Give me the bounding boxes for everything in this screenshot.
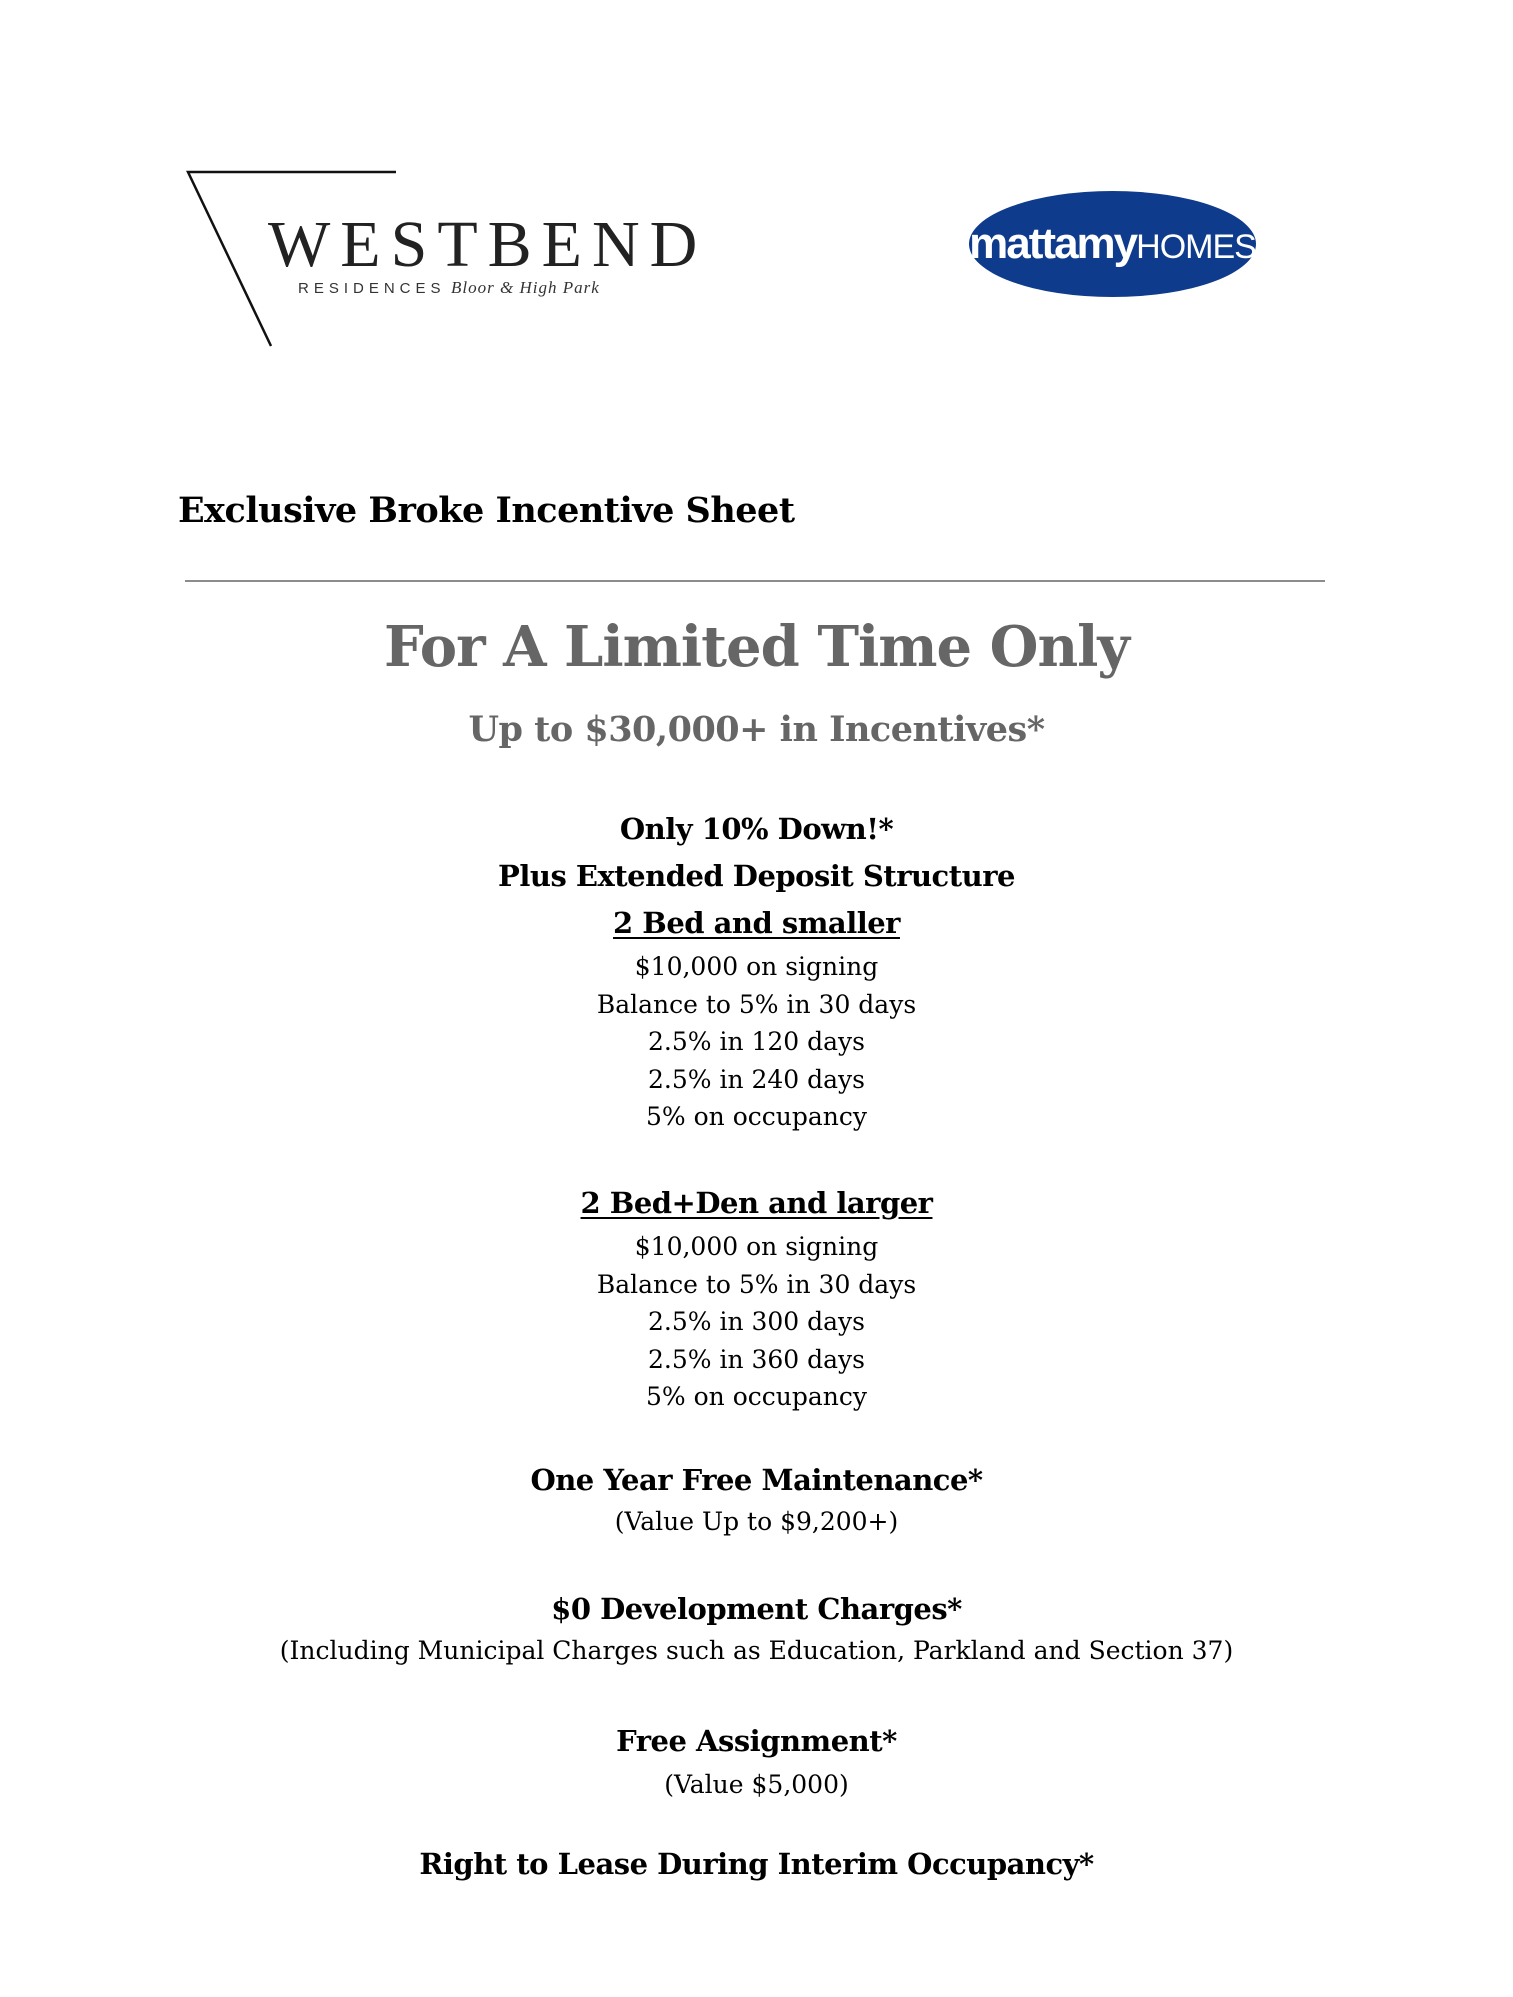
deposit-structure-title: Plus Extended Deposit Structure <box>498 859 1015 893</box>
tier-lines-small <box>0 948 1513 1136</box>
tier-lines-large <box>0 1228 1513 1416</box>
development-note: (Including Municipal Charges such as Education, Parkland and Section 37) <box>279 1636 1234 1665</box>
sheet-title: Exclusive Broke Incentive Sheet <box>178 490 795 531</box>
subheadline: Up to $30,000+ in Incentives* <box>468 709 1045 750</box>
tier-heading-small: 2 Bed and smaller <box>613 906 900 940</box>
tier-line: Balance to 5% in 30 days <box>596 1269 917 1299</box>
lease-title: Right to Lease During Interim Occupancy* <box>419 1847 1094 1881</box>
tier-line: $10,000 on signing <box>634 1232 879 1261</box>
westbend-location: Bloor & High Park <box>451 278 600 297</box>
development-title: $0 Development Charges* <box>551 1592 962 1626</box>
westbend-wordmark: WESTBEND <box>268 208 708 281</box>
mattamy-wordmark: mattamyHOMES <box>969 219 1256 268</box>
divider <box>185 580 1325 582</box>
maintenance-note: (Value Up to $9,200+) <box>614 1507 899 1536</box>
tier-line: 2.5% in 120 days <box>647 1027 866 1056</box>
tier-line: 2.5% in 360 days <box>647 1344 866 1374</box>
maintenance-title: One Year Free Maintenance* <box>530 1463 983 1497</box>
tier-line: 5% on occupancy <box>646 1382 867 1411</box>
down-payment-title: Only 10% Down!* <box>619 812 894 846</box>
mattamy-homes-logo <box>969 191 1256 297</box>
westbend-residences: RESIDENCES <box>298 280 446 297</box>
assignment-title: Free Assignment* <box>616 1724 897 1758</box>
westbend-logo <box>186 170 708 350</box>
tier-line: 5% on occupancy <box>646 1102 867 1131</box>
tier-line: 2.5% in 240 days <box>647 1064 866 1094</box>
tier-line: $10,000 on signing <box>634 952 879 981</box>
tier-heading-large: 2 Bed+Den and larger <box>580 1186 933 1220</box>
tier-line: 2.5% in 300 days <box>647 1307 866 1336</box>
tier-line: Balance to 5% in 30 days <box>596 989 917 1019</box>
headline: For A Limited Time Only <box>384 614 1129 680</box>
assignment-note: (Value $5,000) <box>664 1770 849 1799</box>
